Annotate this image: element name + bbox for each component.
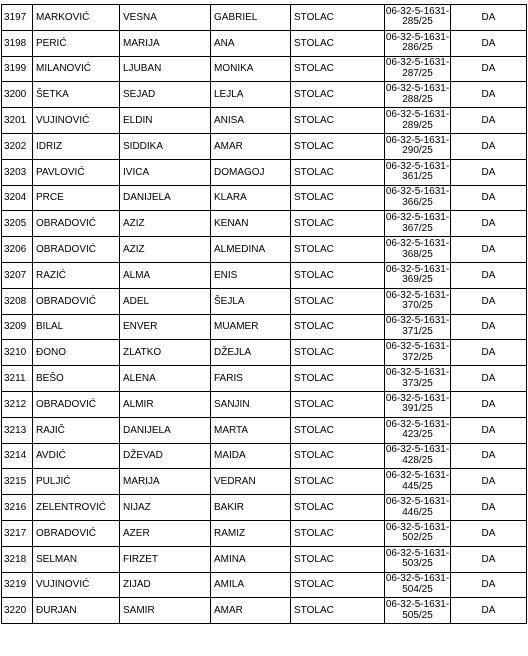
parent-name-cell: MARIJA (120, 469, 211, 495)
reference-number-line-1: 06-32-5-1631- (385, 547, 450, 559)
municipality-cell: STOLAC (291, 520, 385, 546)
reference-number-line-1: 06-32-5-1631- (385, 573, 450, 585)
municipality-cell: STOLAC (291, 5, 385, 31)
reference-number-cell (385, 469, 451, 495)
row-number: 3215 (2, 469, 33, 495)
table-row (2, 56, 527, 82)
reference-number-line-1: 06-32-5-1631- (385, 186, 450, 198)
reference-number-cell (385, 417, 451, 443)
status-cell: DA (451, 185, 527, 211)
municipality-cell: STOLAC (291, 469, 385, 495)
table-row (2, 520, 527, 546)
first-name-cell: AMAR (211, 133, 291, 159)
table-row (2, 288, 527, 314)
first-name-cell: ANISA (211, 108, 291, 134)
status-cell: DA (451, 340, 527, 366)
parent-name-cell: ALENA (120, 366, 211, 392)
status-cell: DA (451, 56, 527, 82)
first-name-cell: MAIDA (211, 443, 291, 469)
reference-number-line-2: 288/25 (402, 93, 433, 105)
parent-name-cell: AZIZ (120, 211, 211, 237)
reference-number-cell (385, 82, 451, 108)
surname-cell: OBRADOVIĆ (33, 520, 120, 546)
reference-number-cell (385, 520, 451, 546)
municipality-cell: STOLAC (291, 314, 385, 340)
first-name-cell: DŽEJLA (211, 340, 291, 366)
reference-number-line-2: 290/25 (402, 145, 433, 157)
first-name-cell: SANJIN (211, 391, 291, 417)
surname-cell: PAVLOVIĆ (33, 159, 120, 185)
parent-name-cell: ZIJAD (120, 572, 211, 598)
status-cell: DA (451, 391, 527, 417)
table-row (2, 546, 527, 572)
reference-number-line-1: 06-32-5-1631- (385, 238, 450, 250)
table-row (2, 314, 527, 340)
table-row (2, 262, 527, 288)
reference-number-cell (385, 30, 451, 56)
parent-name-cell: FIRZET (120, 546, 211, 572)
first-name-cell: AMINA (211, 546, 291, 572)
parent-name-cell: DANIJELA (120, 417, 211, 443)
municipality-cell: STOLAC (291, 237, 385, 263)
reference-number-line-1: 06-32-5-1631- (385, 5, 450, 17)
reference-number-line-1: 06-32-5-1631- (385, 367, 450, 379)
surname-cell: PULJIĆ (33, 469, 120, 495)
table-row (2, 108, 527, 134)
surname-cell: MILANOVIĆ (33, 56, 120, 82)
first-name-cell: DOMAGOJ (211, 159, 291, 185)
surname-cell: MARKOVIĆ (33, 5, 120, 31)
reference-number-line-2: 367/25 (402, 222, 433, 234)
status-cell: DA (451, 237, 527, 263)
parent-name-cell: NIJAZ (120, 495, 211, 521)
reference-number-cell (385, 314, 451, 340)
surname-cell: PERIĆ (33, 30, 120, 56)
municipality-cell: STOLAC (291, 82, 385, 108)
table-row (2, 469, 527, 495)
reference-number-line-1: 06-32-5-1631- (385, 341, 450, 353)
surname-cell: RAZIĆ (33, 262, 120, 288)
municipality-cell: STOLAC (291, 133, 385, 159)
row-number: 3204 (2, 185, 33, 211)
surname-cell: OBRADOVIĆ (33, 211, 120, 237)
reference-number-line-1: 06-32-5-1631- (385, 392, 450, 404)
parent-name-cell: VESNA (120, 5, 211, 31)
reference-number-line-1: 06-32-5-1631- (385, 496, 450, 508)
row-number: 3213 (2, 417, 33, 443)
first-name-cell: GABRIEL (211, 5, 291, 31)
reference-number-line-2: 445/25 (402, 480, 433, 492)
reference-number-line-2: 373/25 (402, 377, 433, 389)
municipality-cell: STOLAC (291, 391, 385, 417)
parent-name-cell: ADEL (120, 288, 211, 314)
reference-number-cell (385, 133, 451, 159)
reference-number-line-2: 391/25 (402, 403, 433, 415)
table-row (2, 159, 527, 185)
reference-number-cell (385, 262, 451, 288)
row-number: 3217 (2, 520, 33, 546)
status-cell: DA (451, 133, 527, 159)
first-name-cell: VEDRAN (211, 469, 291, 495)
parent-name-cell: ALMIR (120, 391, 211, 417)
reference-number-line-2: 503/25 (402, 558, 433, 570)
row-number: 3201 (2, 108, 33, 134)
reference-number-line-2: 423/25 (402, 429, 433, 441)
reference-number-cell (385, 572, 451, 598)
first-name-cell: KENAN (211, 211, 291, 237)
row-number: 3214 (2, 443, 33, 469)
reference-number-cell (385, 366, 451, 392)
surname-cell: ZELENTROVIĆ (33, 495, 120, 521)
municipality-cell: STOLAC (291, 340, 385, 366)
parent-name-cell: LJUBAN (120, 56, 211, 82)
first-name-cell: ENIS (211, 262, 291, 288)
municipality-cell: STOLAC (291, 366, 385, 392)
municipality-cell: STOLAC (291, 185, 385, 211)
first-name-cell: BAKIR (211, 495, 291, 521)
row-number: 3202 (2, 133, 33, 159)
reference-number-line-2: 361/25 (402, 171, 433, 183)
first-name-cell: KLARA (211, 185, 291, 211)
reference-number-cell (385, 108, 451, 134)
surname-cell: OBRADOVIĆ (33, 237, 120, 263)
parent-name-cell: DANIJELA (120, 185, 211, 211)
reference-number-line-1: 06-32-5-1631- (385, 57, 450, 69)
first-name-cell: ANA (211, 30, 291, 56)
reference-number-line-1: 06-32-5-1631- (385, 31, 450, 43)
status-cell: DA (451, 82, 527, 108)
surname-cell: ĐONO (33, 340, 120, 366)
first-name-cell: ALMEDINA (211, 237, 291, 263)
reference-number-line-1: 06-32-5-1631- (385, 444, 450, 456)
parent-name-cell: IVICA (120, 159, 211, 185)
surname-cell: OBRADOVIĆ (33, 288, 120, 314)
parent-name-cell: AZER (120, 520, 211, 546)
reference-number-cell (385, 443, 451, 469)
reference-number-line-1: 06-32-5-1631- (385, 289, 450, 301)
parent-name-cell: MARIJA (120, 30, 211, 56)
table-row (2, 443, 527, 469)
row-number: 3205 (2, 211, 33, 237)
parent-name-cell: AZIZ (120, 237, 211, 263)
row-number: 3216 (2, 495, 33, 521)
reference-number-line-2: 286/25 (402, 42, 433, 54)
reference-number-cell (385, 56, 451, 82)
table-row (2, 572, 527, 598)
reference-number-line-2: 504/25 (402, 583, 433, 595)
table-row (2, 30, 527, 56)
table-row (2, 340, 527, 366)
reference-number-line-1: 06-32-5-1631- (385, 599, 450, 611)
reference-number-line-1: 06-32-5-1631- (385, 521, 450, 533)
status-cell: DA (451, 108, 527, 134)
row-number: 3198 (2, 30, 33, 56)
row-number: 3218 (2, 546, 33, 572)
parent-name-cell: SIDDIKA (120, 133, 211, 159)
reference-number-cell (385, 495, 451, 521)
reference-number-line-1: 06-32-5-1631- (385, 263, 450, 275)
status-cell: DA (451, 546, 527, 572)
first-name-cell: MARTA (211, 417, 291, 443)
reference-number-line-2: 369/25 (402, 274, 433, 286)
reference-number-line-1: 06-32-5-1631- (385, 315, 450, 327)
reference-number-line-2: 287/25 (402, 67, 433, 79)
reference-number-line-2: 446/25 (402, 506, 433, 518)
first-name-cell: AMAR (211, 598, 291, 624)
status-cell: DA (451, 495, 527, 521)
first-name-cell: LEJLA (211, 82, 291, 108)
municipality-cell: STOLAC (291, 262, 385, 288)
parent-name-cell: ALMA (120, 262, 211, 288)
status-cell: DA (451, 288, 527, 314)
first-name-cell: MONIKA (211, 56, 291, 82)
municipality-cell: STOLAC (291, 598, 385, 624)
reference-number-line-2: 371/25 (402, 325, 433, 337)
table-row (2, 495, 527, 521)
table-body (2, 5, 527, 624)
row-number: 3211 (2, 366, 33, 392)
municipality-cell: STOLAC (291, 56, 385, 82)
surname-cell: IDRIZ (33, 133, 120, 159)
municipality-cell: STOLAC (291, 288, 385, 314)
table-row (2, 211, 527, 237)
row-number: 3207 (2, 262, 33, 288)
status-cell: DA (451, 598, 527, 624)
table-row (2, 391, 527, 417)
row-number: 3220 (2, 598, 33, 624)
reference-number-cell (385, 598, 451, 624)
reference-number-cell (385, 340, 451, 366)
surname-cell: SELMAN (33, 546, 120, 572)
row-number: 3197 (2, 5, 33, 31)
status-cell: DA (451, 443, 527, 469)
first-name-cell: ŠEJLA (211, 288, 291, 314)
reference-number-cell (385, 237, 451, 263)
status-cell: DA (451, 366, 527, 392)
municipality-cell: STOLAC (291, 159, 385, 185)
reference-number-line-2: 368/25 (402, 248, 433, 260)
municipality-cell: STOLAC (291, 108, 385, 134)
surname-cell: BEŠO (33, 366, 120, 392)
reference-number-cell (385, 211, 451, 237)
municipality-cell: STOLAC (291, 495, 385, 521)
surname-cell: OBRADOVIĆ (33, 391, 120, 417)
surname-cell: RAJIČ (33, 417, 120, 443)
surname-cell: ĐURJAN (33, 598, 120, 624)
status-cell: DA (451, 314, 527, 340)
reference-number-line-1: 06-32-5-1631- (385, 418, 450, 430)
parent-name-cell: SAMIR (120, 598, 211, 624)
records-table (1, 4, 527, 624)
table-row (2, 133, 527, 159)
row-number: 3200 (2, 82, 33, 108)
table-row (2, 417, 527, 443)
reference-number-line-1: 06-32-5-1631- (385, 109, 450, 121)
status-cell: DA (451, 30, 527, 56)
status-cell: DA (451, 417, 527, 443)
municipality-cell: STOLAC (291, 211, 385, 237)
municipality-cell: STOLAC (291, 417, 385, 443)
status-cell: DA (451, 5, 527, 31)
row-number: 3209 (2, 314, 33, 340)
reference-number-line-1: 06-32-5-1631- (385, 470, 450, 482)
row-number: 3219 (2, 572, 33, 598)
parent-name-cell: ZLATKO (120, 340, 211, 366)
row-number: 3206 (2, 237, 33, 263)
reference-number-line-1: 06-32-5-1631- (385, 212, 450, 224)
reference-number-line-2: 502/25 (402, 532, 433, 544)
parent-name-cell: SEJAD (120, 82, 211, 108)
first-name-cell: RAMIZ (211, 520, 291, 546)
reference-number-cell (385, 5, 451, 31)
parent-name-cell: ENVER (120, 314, 211, 340)
reference-number-line-2: 289/25 (402, 119, 433, 131)
parent-name-cell: DŽEVAD (120, 443, 211, 469)
surname-cell: ŠETKA (33, 82, 120, 108)
municipality-cell: STOLAC (291, 30, 385, 56)
row-number: 3199 (2, 56, 33, 82)
row-number: 3208 (2, 288, 33, 314)
reference-number-line-2: 370/25 (402, 300, 433, 312)
municipality-cell: STOLAC (291, 546, 385, 572)
first-name-cell: MUAMER (211, 314, 291, 340)
reference-number-line-1: 06-32-5-1631- (385, 83, 450, 95)
reference-number-cell (385, 185, 451, 211)
status-cell: DA (451, 520, 527, 546)
row-number: 3210 (2, 340, 33, 366)
table-row (2, 598, 527, 624)
surname-cell: PRCE (33, 185, 120, 211)
reference-number-line-2: 428/25 (402, 454, 433, 466)
reference-number-cell (385, 546, 451, 572)
reference-number-line-1: 06-32-5-1631- (385, 160, 450, 172)
table-row (2, 185, 527, 211)
table-row (2, 5, 527, 31)
reference-number-line-2: 366/25 (402, 196, 433, 208)
table-row (2, 237, 527, 263)
status-cell: DA (451, 572, 527, 598)
reference-number-line-2: 285/25 (402, 16, 433, 28)
first-name-cell: AMILA (211, 572, 291, 598)
status-cell: DA (451, 262, 527, 288)
reference-number-line-2: 505/25 (402, 609, 433, 621)
reference-number-cell (385, 391, 451, 417)
municipality-cell: STOLAC (291, 572, 385, 598)
status-cell: DA (451, 159, 527, 185)
row-number: 3203 (2, 159, 33, 185)
status-cell: DA (451, 469, 527, 495)
parent-name-cell: ELDIN (120, 108, 211, 134)
status-cell: DA (451, 211, 527, 237)
reference-number-cell (385, 159, 451, 185)
surname-cell: AVDIĆ (33, 443, 120, 469)
municipality-cell: STOLAC (291, 443, 385, 469)
table-row (2, 82, 527, 108)
surname-cell: VUJINOVIĆ (33, 108, 120, 134)
first-name-cell: FARIS (211, 366, 291, 392)
reference-number-cell (385, 288, 451, 314)
surname-cell: BILAL (33, 314, 120, 340)
surname-cell: VUJINOVIĆ (33, 572, 120, 598)
row-number: 3212 (2, 391, 33, 417)
reference-number-line-1: 06-32-5-1631- (385, 134, 450, 146)
reference-number-line-2: 372/25 (402, 351, 433, 363)
table-row (2, 366, 527, 392)
